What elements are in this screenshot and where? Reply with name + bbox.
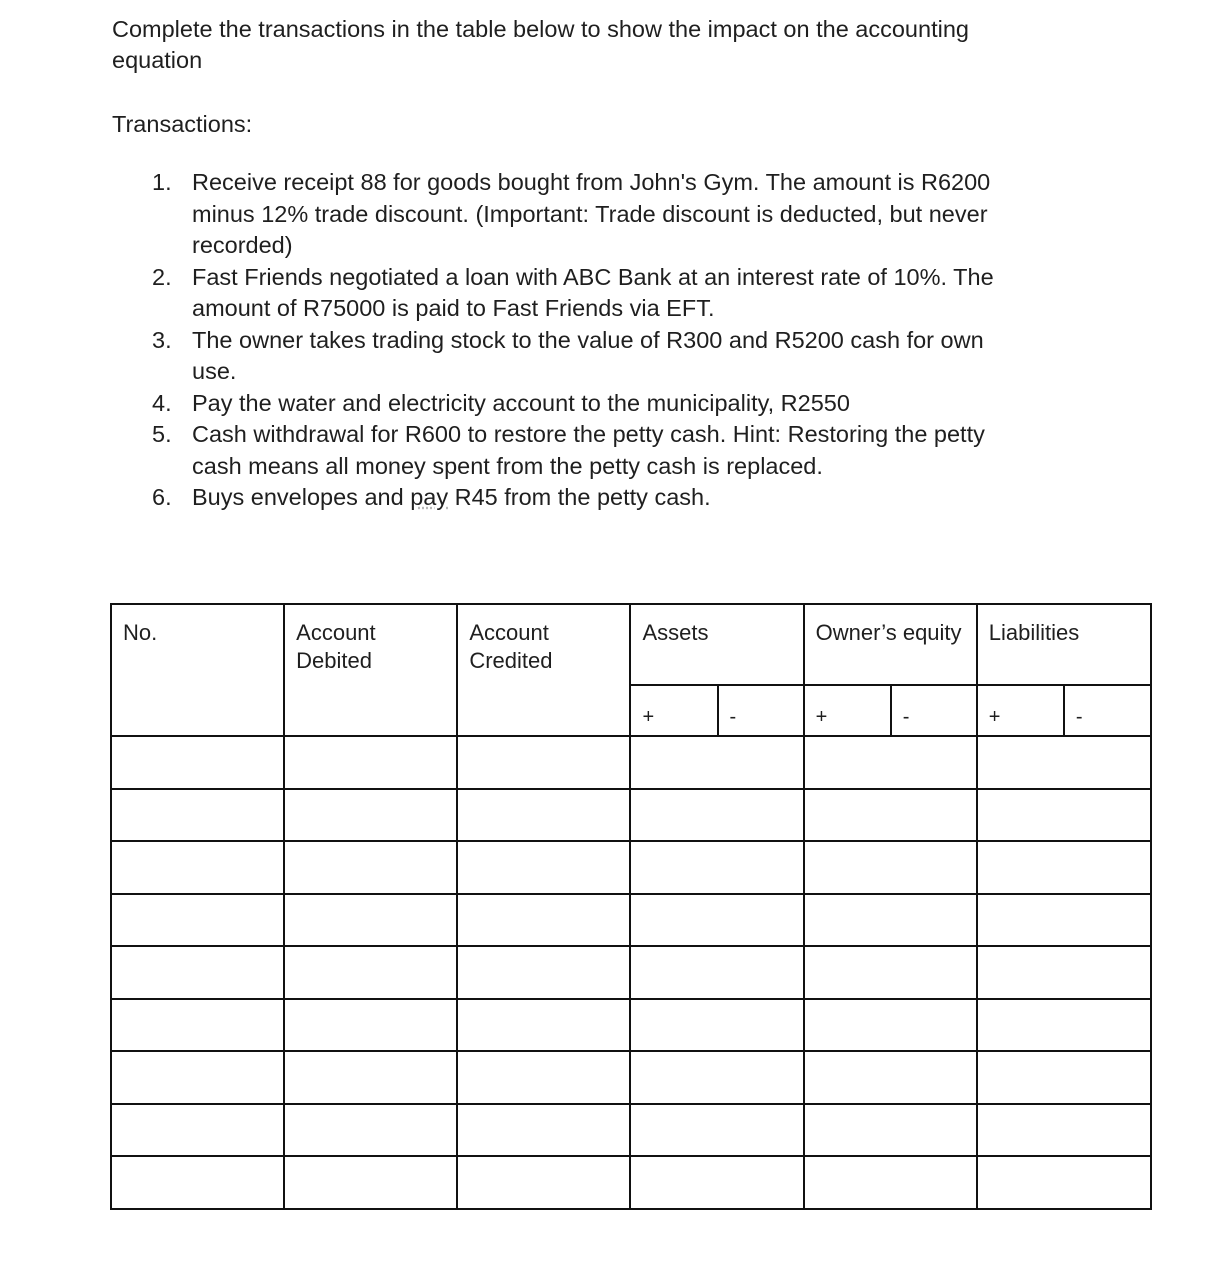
- transaction-number: 1.: [152, 169, 172, 195]
- cell-account-debited[interactable]: [284, 736, 457, 789]
- table-row: [111, 736, 1151, 789]
- cell-account-credited[interactable]: [457, 841, 630, 894]
- cell-account-credited[interactable]: [457, 1051, 630, 1104]
- transaction-item: [152, 388, 1032, 420]
- transaction-number: 3.: [152, 326, 172, 353]
- cell-owners-equity[interactable]: [804, 1051, 977, 1104]
- transaction-number: 4.: [152, 389, 172, 416]
- cell-no[interactable]: [111, 999, 284, 1052]
- instructions-text: Complete the transactions in the table below to show the impact on the accounting equation: [112, 16, 969, 73]
- transaction-text: R45 from the petty cash.: [448, 484, 711, 510]
- cell-owners-equity[interactable]: [804, 841, 977, 894]
- cell-account-debited[interactable]: [284, 1156, 457, 1209]
- table-row: [111, 894, 1151, 947]
- cell-account-debited[interactable]: [284, 946, 457, 999]
- cell-account-debited[interactable]: [284, 789, 457, 842]
- cell-account-debited[interactable]: [284, 1051, 457, 1104]
- cell-owners-equity[interactable]: [804, 1104, 977, 1157]
- cell-account-credited[interactable]: [457, 946, 630, 999]
- table-row: [111, 1051, 1151, 1104]
- cell-owners-equity[interactable]: [804, 789, 977, 842]
- cell-no[interactable]: [111, 1156, 284, 1209]
- cell-account-debited[interactable]: [284, 999, 457, 1052]
- header-liabilities: Liabilities: [977, 604, 1151, 685]
- header-account-credited: Account Credited: [457, 604, 630, 736]
- transaction-item: [152, 482, 1032, 514]
- cell-assets[interactable]: [630, 999, 803, 1052]
- cell-owners-equity[interactable]: [804, 999, 977, 1052]
- table-row: [111, 789, 1151, 842]
- transaction-text: The owner takes trading stock to the value of R300 and R5200 cash for own use.: [192, 326, 984, 384]
- accounting-equation-table: [110, 603, 1152, 1210]
- table-row: [111, 1156, 1151, 1209]
- cell-no[interactable]: [111, 946, 284, 999]
- cell-assets[interactable]: [630, 736, 803, 789]
- cell-assets[interactable]: [630, 1156, 803, 1209]
- cell-no[interactable]: [111, 894, 284, 947]
- cell-account-debited[interactable]: [284, 894, 457, 947]
- cell-account-credited[interactable]: [457, 894, 630, 947]
- cell-assets[interactable]: [630, 789, 803, 842]
- transaction-item: [152, 419, 1032, 482]
- header-account-debited: Account Debited: [284, 604, 457, 736]
- cell-owners-equity[interactable]: [804, 736, 977, 789]
- transaction-text: Receive receipt 88 for goods bought from John's Gym. The amount is R6200 minus 12% trade discount. (Important: Trade discount is deducted, but never recorded): [192, 169, 991, 258]
- transaction-number: 5.: [152, 421, 172, 447]
- assets-minus: -: [718, 685, 804, 737]
- cell-account-credited[interactable]: [457, 789, 630, 842]
- cell-liabilities[interactable]: [977, 999, 1151, 1052]
- table-row: [111, 1104, 1151, 1157]
- transaction-text: Pay the water and electricity account to the municipality, R2550: [192, 389, 850, 416]
- cell-account-credited[interactable]: [457, 736, 630, 789]
- transaction-item: [152, 262, 1032, 325]
- cell-assets[interactable]: [630, 841, 803, 894]
- table-row: [111, 946, 1151, 999]
- transaction-item: [152, 325, 1032, 388]
- cell-liabilities[interactable]: [977, 894, 1151, 947]
- cell-liabilities[interactable]: [977, 946, 1151, 999]
- cell-no[interactable]: [111, 789, 284, 842]
- table-body: [111, 736, 1151, 1209]
- transaction-text: Fast Friends negotiated a loan with ABC Bank at an interest rate of 10%. The amount of R75000 is paid to Fast Friends via EFT.: [192, 263, 994, 321]
- cell-liabilities[interactable]: [977, 736, 1151, 789]
- cell-no[interactable]: [111, 736, 284, 789]
- spellcheck-underlined-word: pay: [410, 484, 449, 510]
- header-no: No.: [111, 604, 284, 736]
- cell-owners-equity[interactable]: [804, 946, 977, 999]
- transaction-number: 6.: [152, 484, 172, 510]
- cell-assets[interactable]: [630, 894, 803, 947]
- cell-account-debited[interactable]: [284, 1104, 457, 1157]
- transaction-item: [152, 167, 1032, 262]
- cell-liabilities[interactable]: [977, 1051, 1151, 1104]
- transactions-list: [152, 167, 1032, 514]
- cell-account-credited[interactable]: [457, 1156, 630, 1209]
- liabilities-minus: -: [1064, 685, 1151, 737]
- cell-account-credited[interactable]: [457, 999, 630, 1052]
- cell-assets[interactable]: [630, 946, 803, 999]
- assets-plus: +: [630, 685, 717, 737]
- table-row: [111, 999, 1151, 1052]
- cell-owners-equity[interactable]: [804, 1156, 977, 1209]
- cell-assets[interactable]: [630, 1051, 803, 1104]
- cell-assets[interactable]: [630, 1104, 803, 1157]
- cell-account-credited[interactable]: [457, 1104, 630, 1157]
- cell-liabilities[interactable]: [977, 1104, 1151, 1157]
- header-assets: Assets: [630, 604, 803, 685]
- table-header-row: [111, 604, 1151, 685]
- equity-plus: +: [804, 685, 891, 737]
- equity-minus: -: [891, 685, 977, 737]
- transaction-text: Buys envelopes and: [192, 484, 411, 510]
- cell-account-debited[interactable]: [284, 841, 457, 894]
- transaction-text: Cash withdrawal for R600 to restore the petty cash. Hint: Restoring the petty cash means all money spent from the petty cash is replaced.: [192, 421, 985, 479]
- table-row: [111, 841, 1151, 894]
- transaction-number: 2.: [152, 263, 172, 290]
- liabilities-plus: +: [977, 685, 1064, 737]
- cell-no[interactable]: [111, 841, 284, 894]
- cell-liabilities[interactable]: [977, 789, 1151, 842]
- transactions-heading: Transactions:: [112, 111, 253, 137]
- header-owners-equity: Owner’s equity: [804, 604, 977, 685]
- cell-liabilities[interactable]: [977, 841, 1151, 894]
- cell-no[interactable]: [111, 1104, 284, 1157]
- cell-no[interactable]: [111, 1051, 284, 1104]
- cell-liabilities[interactable]: [977, 1156, 1151, 1209]
- cell-owners-equity[interactable]: [804, 894, 977, 947]
